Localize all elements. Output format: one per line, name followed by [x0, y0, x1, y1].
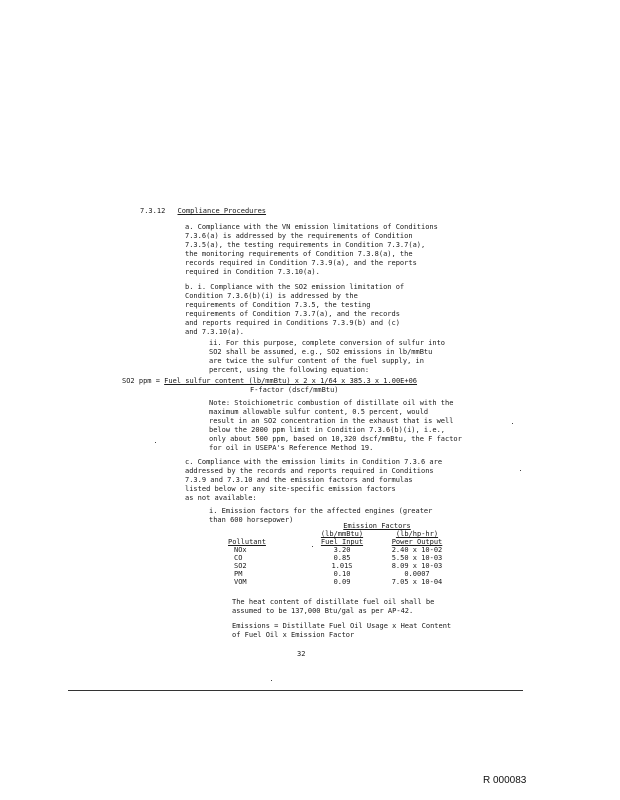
column-subheader: Power Output	[391, 538, 443, 546]
fuel-factor-cell: 3.20	[333, 546, 351, 554]
table-row	[228, 578, 452, 586]
scan-speck	[155, 442, 156, 443]
fuel-factor-cell: 0.85	[333, 554, 351, 562]
column-header: (lb/mmBtu)	[320, 530, 364, 538]
text-line: the monitoring requirements of Condition 7.3.8(a), the	[185, 250, 413, 258]
equation-numerator: Fuel sulfur content (lb/mmBtu) x 2 x 1/64 x 385.3 x 1.00E+06	[164, 377, 418, 385]
power-factor-cell: 7.05 x 10-04	[391, 578, 443, 586]
text-line: Note: Stoichiometric combustion of distillate oil with the	[209, 399, 454, 407]
text-line: Emissions = Distillate Fuel Oil Usage x Heat Content	[232, 622, 452, 630]
text-line: percent, using the following equation:	[209, 366, 370, 374]
pollutant-cell: VOM	[234, 578, 247, 586]
text-line: records required in Condition 7.3.9(a), and the reports	[185, 259, 417, 267]
text-line: assumed to be 137,000 Btu/gal as per AP-42.	[232, 607, 414, 615]
table-row	[228, 554, 452, 562]
text-line: SO2 shall be assumed, e.g., SO2 emissions in lb/mmBtu	[209, 348, 433, 356]
fuel-factor-cell: 1.01S	[331, 562, 353, 570]
equation-lhs: SO2 ppm =	[122, 377, 165, 385]
bates-number: R 000083	[483, 775, 527, 786]
section-title: Compliance Procedures	[177, 207, 267, 215]
text-line: Condition 7.3.6(b)(i) is addressed by the	[185, 292, 358, 300]
pollutant-header: Pollutant	[228, 538, 266, 546]
pollutant-cell: PM	[234, 570, 243, 578]
text-line: i. Emission factors for the affected engines (greater	[209, 507, 433, 515]
power-factor-cell: 0.0007	[404, 570, 430, 578]
text-line: only about 500 ppm, based on 10,320 dscf/mmBtu, the F factor	[209, 435, 462, 443]
text-line: as not available:	[185, 494, 257, 502]
scan-speck	[271, 680, 272, 681]
fuel-factor-cell: 0.09	[333, 578, 351, 586]
text-line: than 600 horsepower)	[209, 516, 294, 524]
table-group-header: Emission Factors	[343, 522, 411, 530]
text-line: The heat content of distillate fuel oil shall be	[232, 598, 435, 606]
footer-rule	[68, 690, 523, 691]
table-row	[228, 562, 452, 570]
column-subheader: Fuel Input	[320, 538, 364, 546]
text-line: requirements of Condition 7.3.5, the testing	[185, 301, 371, 309]
text-line: are twice the sulfur content of the fuel supply, in	[209, 357, 424, 365]
table-row	[228, 546, 452, 554]
equation-denominator: F-factor (dscf/mmBtu)	[250, 386, 339, 394]
text-line: requirements of Condition 7.3.7(a), and the records	[185, 310, 400, 318]
text-line: 7.3.9 and 7.3.10 and the emission factors and formulas	[185, 476, 413, 484]
power-factor-cell: 5.50 x 10-03	[391, 554, 443, 562]
text-line: c. Compliance with the emission limits in Condition 7.3.6 are	[185, 458, 443, 466]
text-line: a. Compliance with the VN emission limitations of Conditions	[185, 223, 438, 231]
text-line: for oil in USEPA's Reference Method 19.	[209, 444, 374, 452]
scan-speck	[512, 423, 513, 424]
text-line: maximum allowable sulfur content, 0.5 percent, would	[209, 408, 429, 416]
section-heading	[140, 207, 266, 216]
scan-speck	[312, 546, 313, 547]
pollutant-cell: SO2	[234, 562, 247, 570]
text-line: of Fuel Oil x Emission Factor	[232, 631, 355, 639]
text-line: 7.3.6(a) is addressed by the requirements of Condition	[185, 232, 413, 240]
page-number: 32	[297, 650, 306, 658]
power-factor-cell: 8.09 x 10-03	[391, 562, 443, 570]
column-header: (lb/hp-hr)	[395, 530, 439, 538]
pollutant-cell: CO	[234, 554, 243, 562]
text-line: result in an SO2 concentration in the exhaust that is well	[209, 417, 454, 425]
section-number: 7.3.12	[140, 207, 166, 215]
table-row	[228, 570, 452, 578]
scan-speck	[520, 470, 521, 471]
text-line: 7.3.5(a), the testing requirements in Condition 7.3.7(a),	[185, 241, 426, 249]
fuel-factor-cell: 0.10	[333, 570, 351, 578]
pollutant-cell: NOx	[234, 546, 247, 554]
text-line: below the 2000 ppm limit in Condition 7.3.6(b)(i), i.e.,	[209, 426, 446, 434]
text-line: addressed by the records and reports required in Conditions	[185, 467, 434, 475]
text-line: ii. For this purpose, complete conversion of sulfur into	[209, 339, 446, 347]
text-line: and reports required in Conditions 7.3.9(b) and (c)	[185, 319, 400, 327]
text-line: b. i. Compliance with the SO2 emission limitation of	[185, 283, 405, 291]
power-factor-cell: 2.40 x 10-02	[391, 546, 443, 554]
emission-factors-table	[228, 522, 452, 586]
text-line: required in Condition 7.3.10(a).	[185, 268, 320, 276]
text-line: and 7.3.10(a).	[185, 328, 245, 336]
text-line: listed below or any site-specific emission factors	[185, 485, 396, 493]
